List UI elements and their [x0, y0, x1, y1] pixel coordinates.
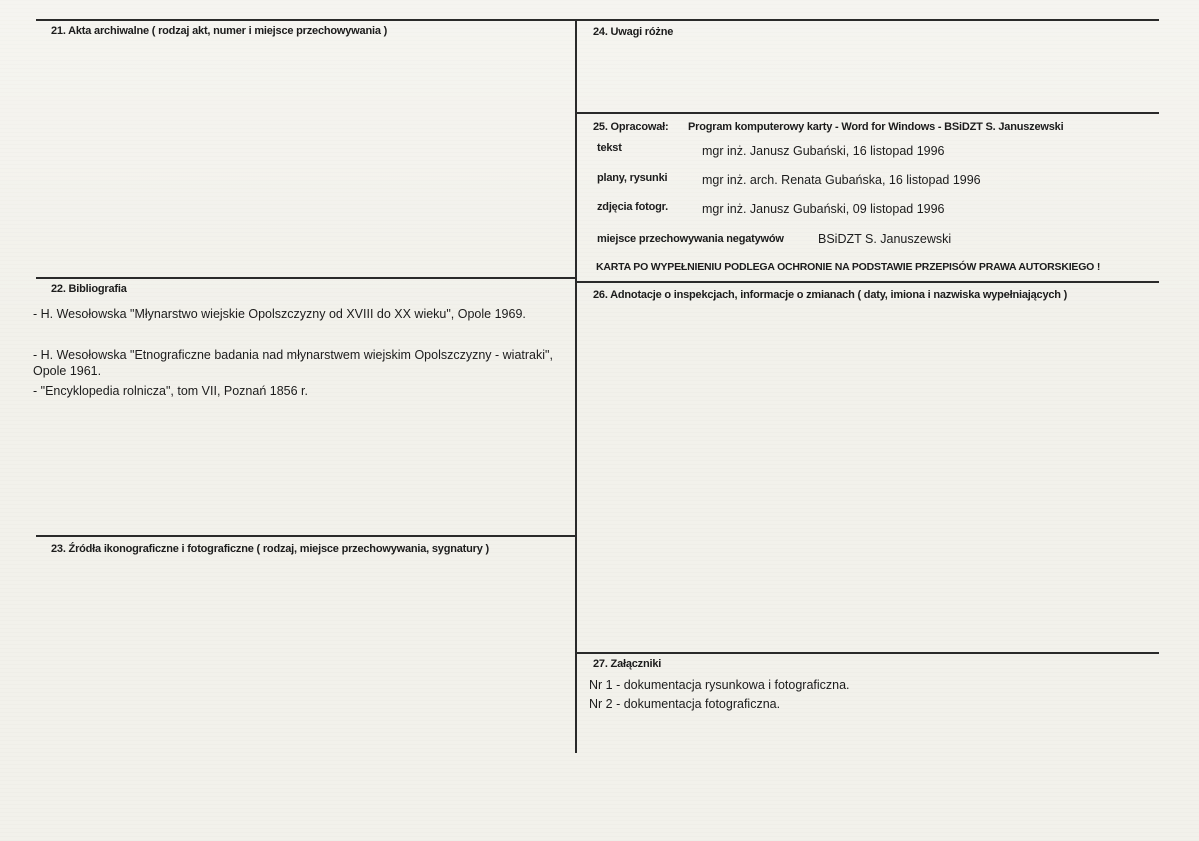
- row-label-zdjecia: zdjęcia fotogr.: [597, 201, 668, 213]
- rule-22: [36, 277, 576, 279]
- negatives-label: miejsce przechowywania negatywów: [597, 233, 784, 245]
- rule-23: [36, 535, 576, 537]
- row-value-plany: mgr inż. arch. Renata Gubańska, 16 listopad 1996: [702, 173, 981, 187]
- section-21-title: 21. Akta archiwalne ( rodzaj akt, numer i miejsce przechowywania ): [51, 25, 388, 37]
- section-24-title: 24. Uwagi różne: [593, 26, 674, 38]
- section-26-title: 26. Adnotacje o inspekcjach, informacje o zmianach ( daty, imiona i nazwiska wypełniających ): [593, 289, 1068, 301]
- section-23-title: 23. Źródła ikonograficzne i fotograficzne ( rodzaj, miejsce przechowywania, sygnatury ): [51, 543, 489, 555]
- row-value-zdjecia: mgr inż. Janusz Gubański, 09 listopad 1996: [702, 202, 945, 216]
- section-22-title: 22. Bibliografia: [51, 283, 127, 295]
- row-value-tekst: mgr inż. Janusz Gubański, 16 listopad 1996: [702, 144, 945, 158]
- row-label-plany: plany, rysunki: [597, 172, 668, 184]
- row-label-tekst: tekst: [597, 142, 622, 154]
- rule-27: [577, 652, 1159, 654]
- negatives-value: BSiDZT S. Januszewski: [818, 232, 952, 246]
- center-divider: [575, 19, 577, 753]
- section-27-title: 27. Załączniki: [593, 658, 662, 670]
- rule-26: [577, 281, 1159, 283]
- attachment-item: Nr 1 - dokumentacja rysunkowa i fotograficzna.: [589, 678, 850, 692]
- copyright-notice: KARTA PO WYPEŁNIENIU PODLEGA OCHRONIE NA PODSTAWIE PRZEPISÓW PRAWA AUTORSKIEGO !: [596, 261, 1101, 273]
- bibliography-item: - H. Wesołowska "Etnograficzne badania nad młynarstwem wiejskim Opolszczyzny - wiatraki", Opole 1961.: [33, 348, 553, 378]
- rule-25: [577, 112, 1159, 114]
- top-rule: [36, 19, 1159, 21]
- bibliography-item: - H. Wesołowska "Młynarstwo wiejskie Opolszczyzny od XVIII do XX wieku", Opole 1969.: [33, 307, 526, 321]
- bibliography-item: - "Encyklopedia rolnicza", tom VII, Poznań 1856 r.: [33, 384, 308, 398]
- section-25-label: 25. Opracował:: [593, 121, 669, 133]
- section-25-program: Program komputerowy karty - Word for Windows - BSiDZT S. Januszewski: [688, 121, 1064, 133]
- attachment-item: Nr 2 - dokumentacja fotograficzna.: [589, 697, 781, 711]
